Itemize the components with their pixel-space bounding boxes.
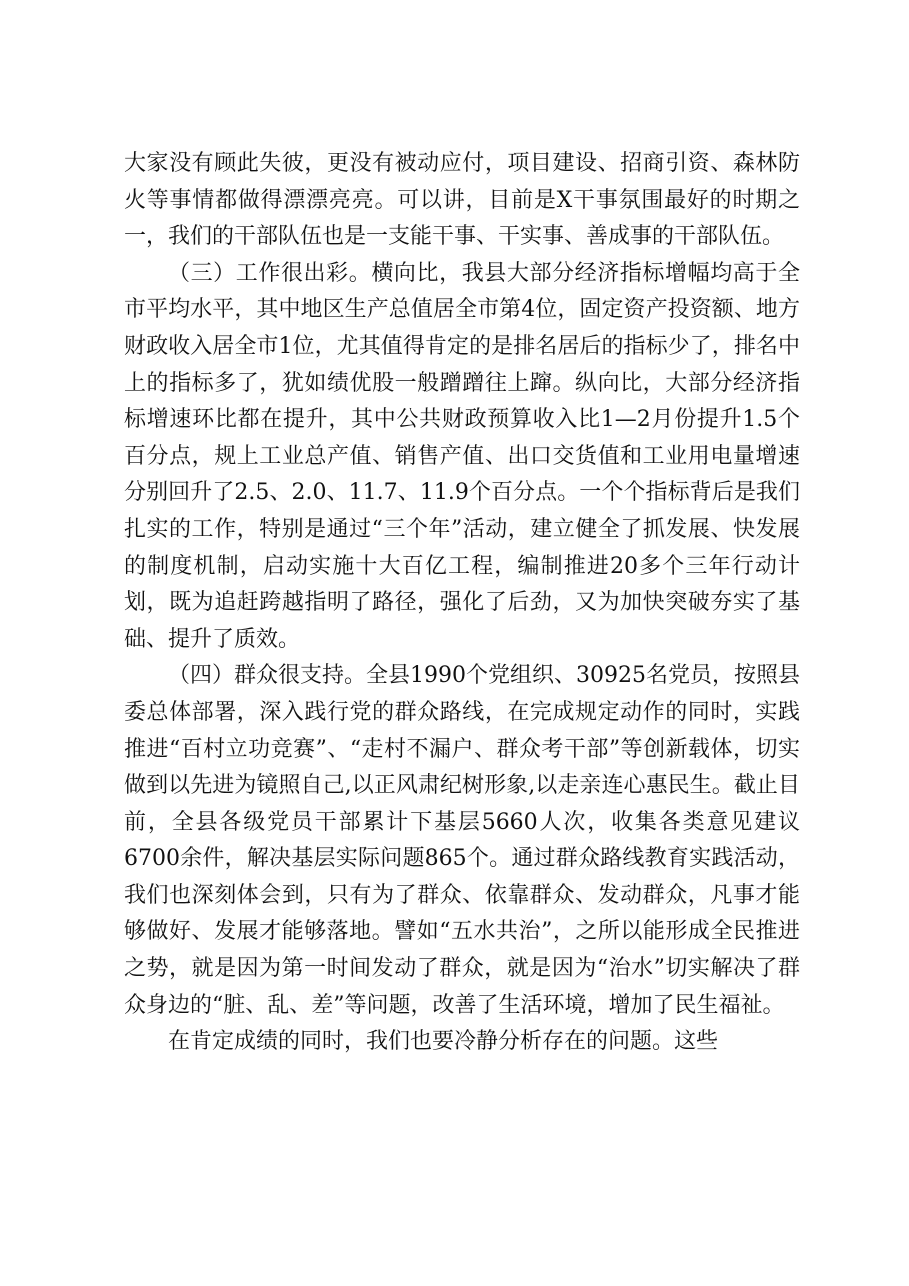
paragraph-section-three: （三）工作很出彩。横向比，我县大部分经济指标增幅均高于全市平均水平，其中地区生产总值居全市第4位，固定资产投资额、地方财政收入居全市1位，尤其值得肯定的是排名居后的指标少了，排名中上的指标多了，犹如绩优股一般蹭蹭往上蹿。纵向比，大部分经济指标增速环比都在提升，其中公共财政预算收入比1—2月份提升1.5个百分点，规上工业总产值、销售产值、出口交货值和工业用电量增速分别回升了2.5、2.0、11.7、11.9个百分点。一个个指标背后是我们扎实的工作，特别是通过“三个年”活动，建立健全了抓发展、快发展的制度机制，启动实施十大百亿工程，编制推进20多个三年行动计划，既为追赶跨越指明了路径，强化了后劲，又为加快突破夯实了基础、提升了质效。 [124,260,800,652]
paragraph-section-four: （四）群众很支持。全县1990个党组织、30925名党员，按照县委总体部署，深入践行党的群众路线，在完成规定动作的同时，实践推进“百村立功竞赛”、“走村不漏户、群众考干部”等创新载体，切实做到以先进为镜照自己,以正风肃纪树形象,以走亲连心惠民生。截止目前，全县各级党员干部累计下基层5660人次，收集各类意见建议6700余件，解决基层实际问题865个。通过群众路线教育实践活动，我们也深刻体会到，只有为了群众、依靠群众、发动群众，凡事才能够做好、发展才能够落地。譬如“五水共治”，之所以能形成全民推进之势，就是因为第一时间发动了群众，就是因为“治水”切实解决了群众身边的“脏、乱、差”等问题，改善了生活环境，增加了民生福祉。 [124,663,800,1018]
document-body [124,146,800,1061]
paragraph-continuation: 大家没有顾此失彼，更没有被动应付，项目建设、招商引资、森林防火等事情都做得漂漂亮亮。可以讲，目前是X干事氛围最好的时期之一，我们的干部队伍也是一支能干事、干实事、善成事的干部队伍。 [124,151,800,250]
paragraph-problems-intro: 在肯定成绩的同时，我们也要冷静分析存在的问题。这些 [168,1029,719,1055]
